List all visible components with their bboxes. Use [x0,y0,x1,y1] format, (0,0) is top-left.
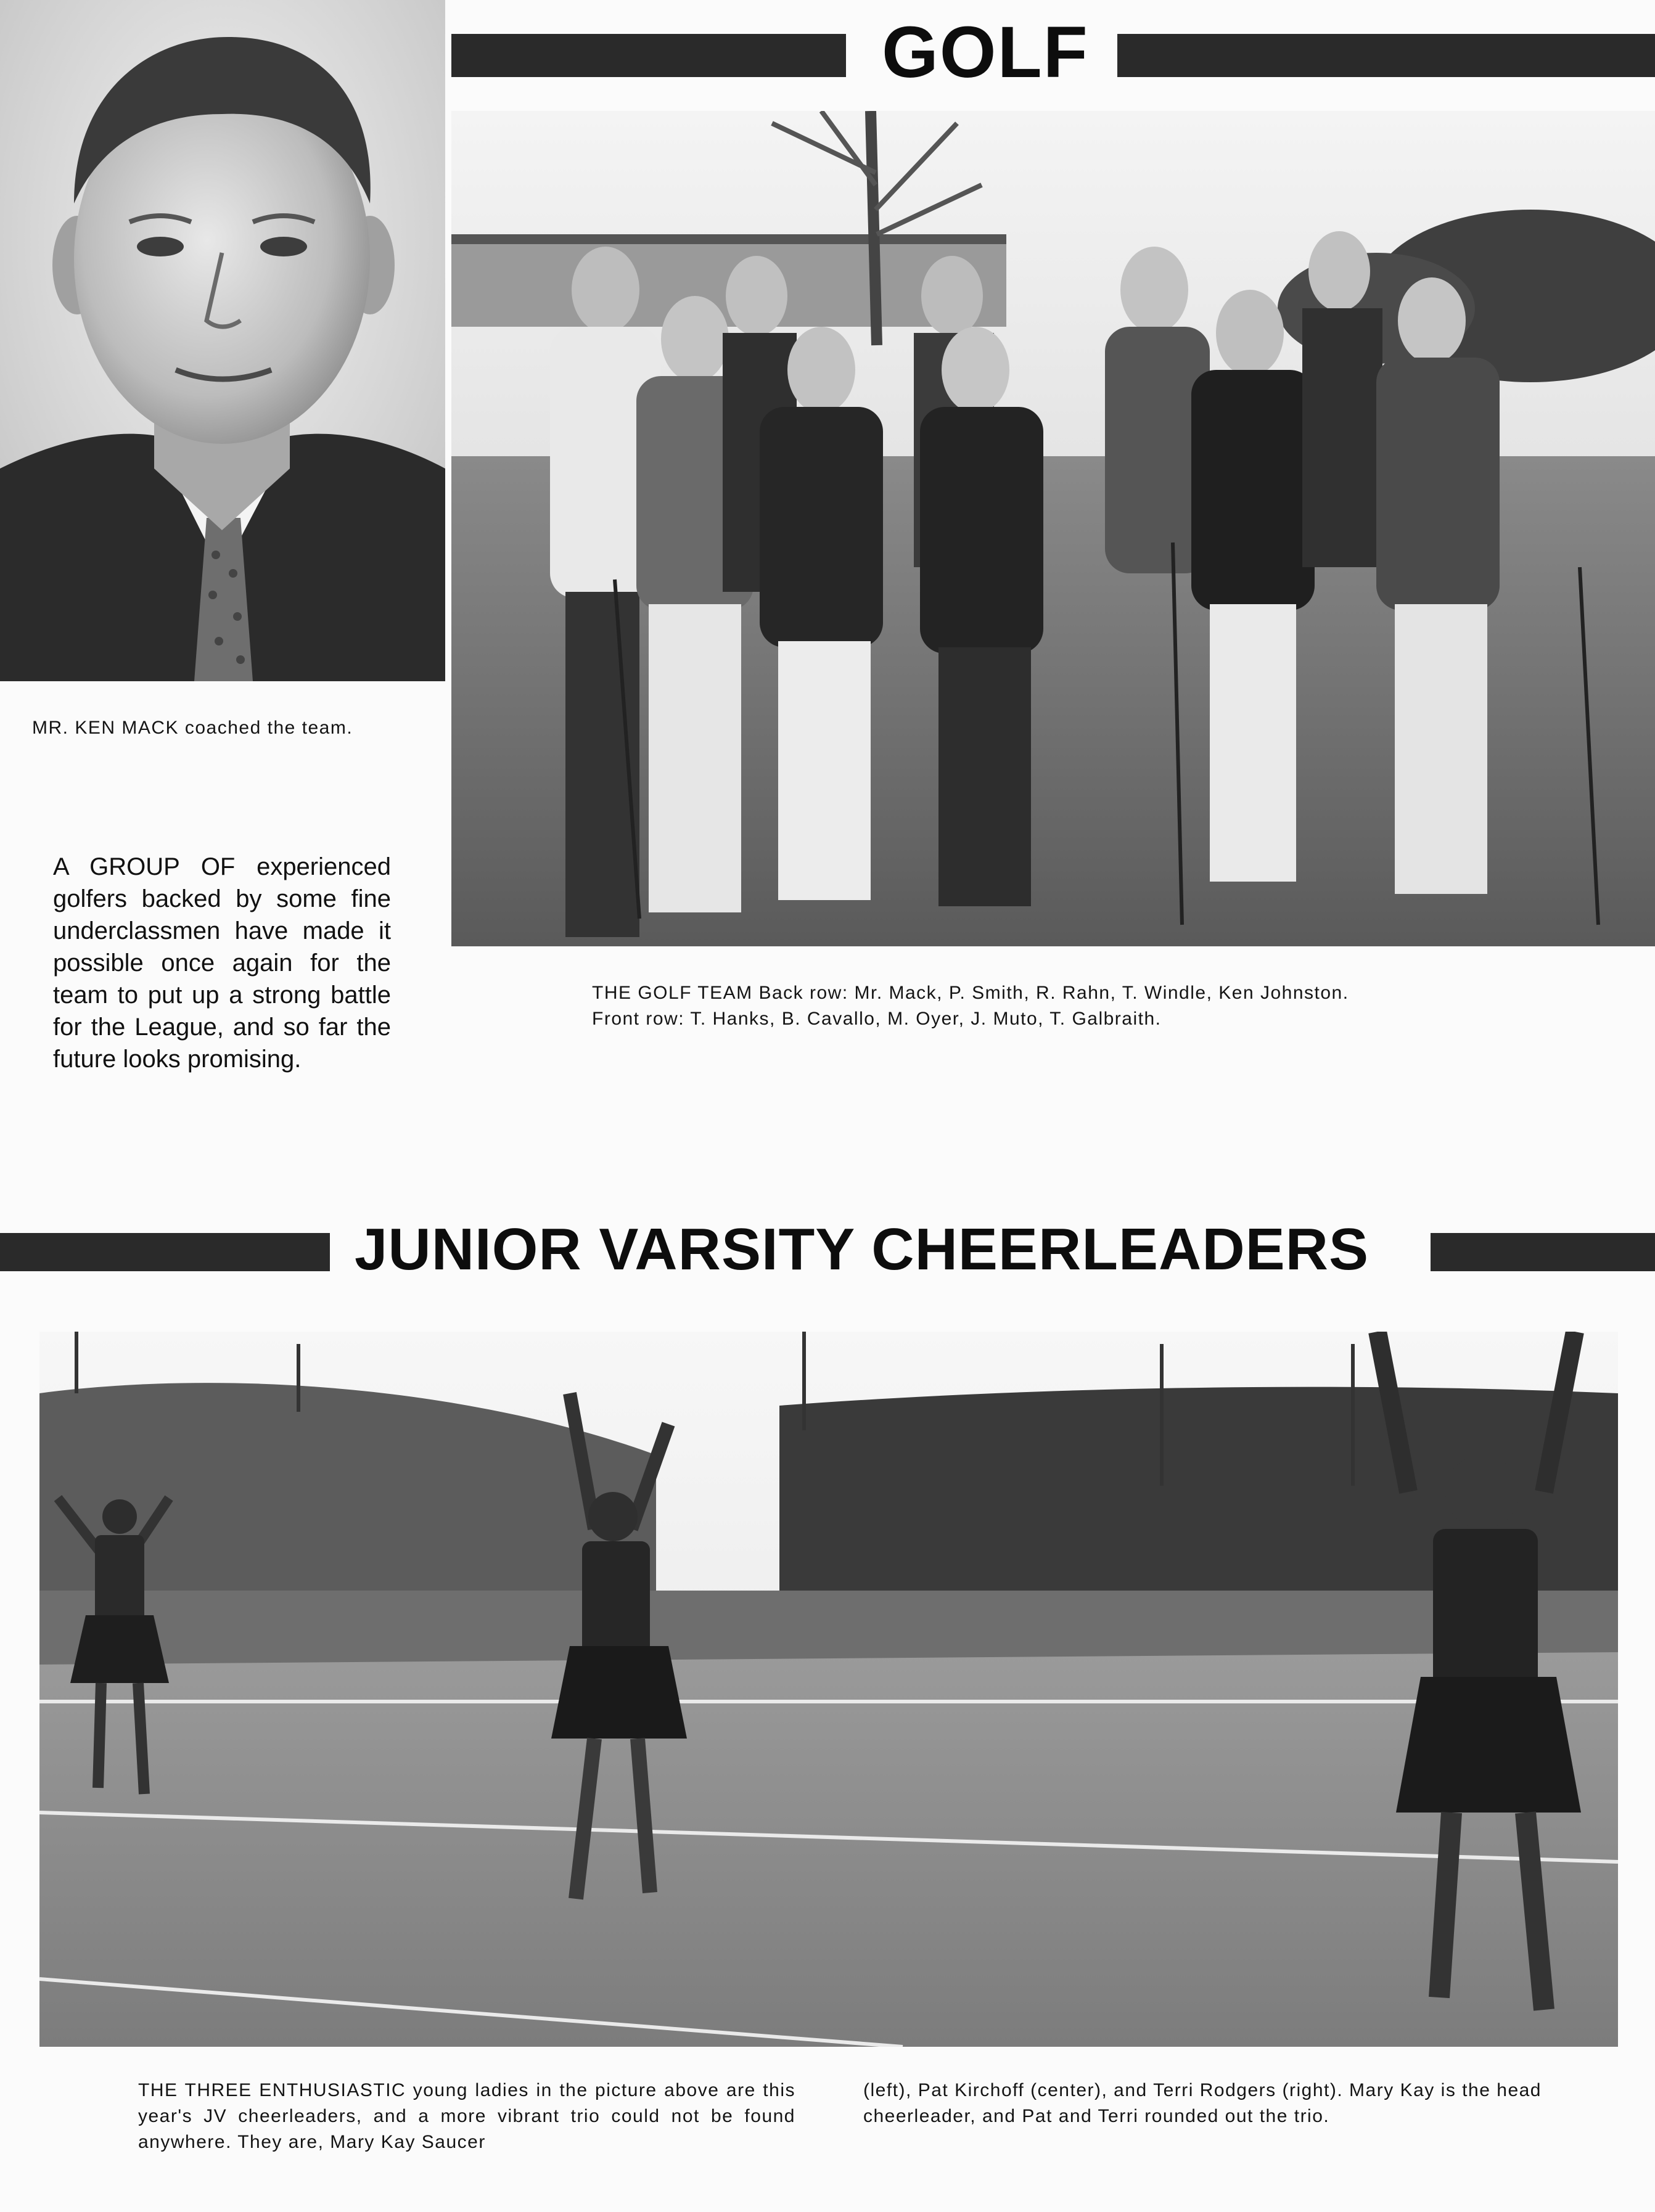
golf-intro-text: A GROUP OF experienced golfers backed by some fine underclassmen have made it possible once again for the team to put up a strong battle for the League, and so far the future looks promising. [53,853,391,1073]
golf-team-caption-line1: THE GOLF TEAM Back row: Mr. Mack, P. Smith, R. Rahn, T. Windle, Ken Johnston. [592,983,1349,1003]
coach-portrait-image [0,0,445,681]
golf-heading-bar-right [1117,34,1655,77]
coach-caption: MR. KEN MACK coached the team. [32,718,353,738]
jv-heading-bar-left [0,1233,330,1271]
golf-team-image [451,111,1655,946]
golf-heading: GOLF [882,12,1089,93]
jv-heading-bar-right [1431,1233,1655,1271]
jv-cheerleaders-image [39,1332,1618,2047]
jv-caption-right: (left), Pat Kirchoff (center), and Terri Rodgers (right). Mary Kay is the head cheerleader, and Pat and Terri rounded out the trio. [863,2080,1542,2126]
golf-team-caption-line2: Front row: T. Hanks, B. Cavallo, M. Oyer, J. Muto, T. Galbraith. [592,1009,1162,1029]
golf-team-photo [451,111,1655,946]
golf-heading-bar-left [451,34,846,77]
coach-portrait-photo [0,0,445,681]
jv-cheerleaders-photo [39,1332,1618,2047]
jv-caption-left: THE THREE ENTHUSIASTIC young ladies in the picture above are this year's JV cheerleaders, and a more vibrant trio could not be found anywhere. They are, Mary Kay Saucer [138,2080,795,2152]
jv-heading: JUNIOR VARSITY CHEERLEADERS [355,1216,1370,1282]
